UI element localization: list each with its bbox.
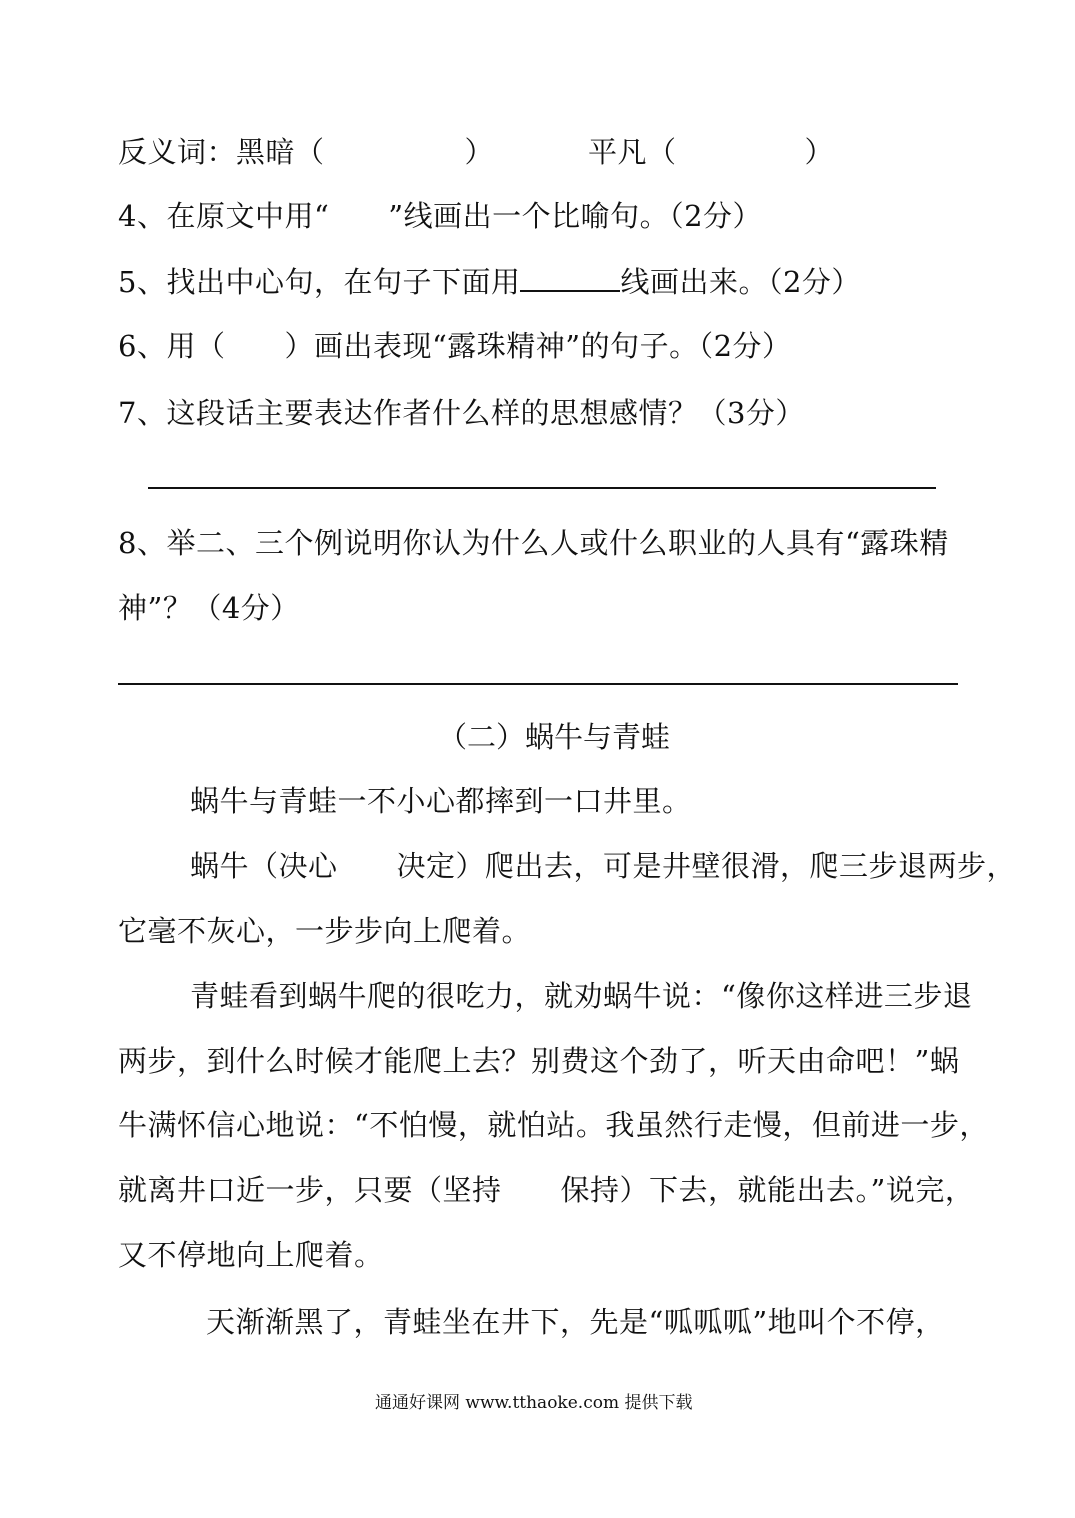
question-5 [118,262,861,302]
passage-line: 蜗牛与青蛙一不小心都摔到一口井里。 [190,784,692,818]
underline-sample [520,268,620,292]
question-7: 7、这段话主要表达作者什么样的思想感情？（3分） [118,396,805,430]
passage-line: 就离井口近一步，只要（坚持 保持）下去，就能出去。”说完， [118,1173,975,1207]
passage-title: （二）蜗牛与青蛙 [438,720,671,754]
question-6: 6、用（ ）画出表现“露珠精神”的句子。（2分） [118,329,792,363]
passage-line: 青蛙看到蜗牛爬的很吃力，就劝蜗牛说：“像你这样进三步退 [190,979,973,1013]
passage-line: 牛满怀信心地说：“不怕慢，就怕站。我虽然行走慢，但前进一步， [118,1108,989,1142]
antonym-label: 反义词： [118,135,237,169]
antonym-item-2-close: ） [804,135,835,169]
question-4: 4、在原文中用“ ”线画出一个比喻句。（2分） [118,199,763,233]
antonym-item-1: 黑暗（ [236,135,325,169]
answer-line-q7[interactable] [148,487,936,489]
passage-line: 它毫不灰心，一步步向上爬着。 [118,914,532,948]
antonym-line-2 [588,132,834,172]
answer-line-q8[interactable] [118,683,958,685]
footer-credit: 通通好课网 www.tthaoke.com 提供下载 [375,1393,693,1413]
passage-line: 两步，到什么时候才能爬上去？别费这个劲了，听天由命吧！”蜗 [118,1044,960,1078]
question-5-text-a: 5、找出中心句，在句子下面用 [118,265,521,299]
antonym-item-1-close: ） [464,135,495,169]
passage-line: 蜗牛（决心 决定）爬出去，可是井壁很滑，爬三步退两步， [190,849,1017,883]
passage-line: 又不停地向上爬着。 [118,1238,384,1272]
antonym-item-2: 平凡（ [588,135,677,169]
antonym-line [118,132,494,172]
passage-line: 天渐渐黑了，青蛙坐在井下，先是“呱呱呱”地叫个不停， [206,1305,945,1339]
question-5-text-b: 线画出来。（2分） [620,265,861,299]
question-8-line-1: 8、举二、三个例说明你认为什么人或什么职业的人具有“露珠精 [118,526,949,560]
question-8-line-2: 神”？（4分） [118,591,300,625]
